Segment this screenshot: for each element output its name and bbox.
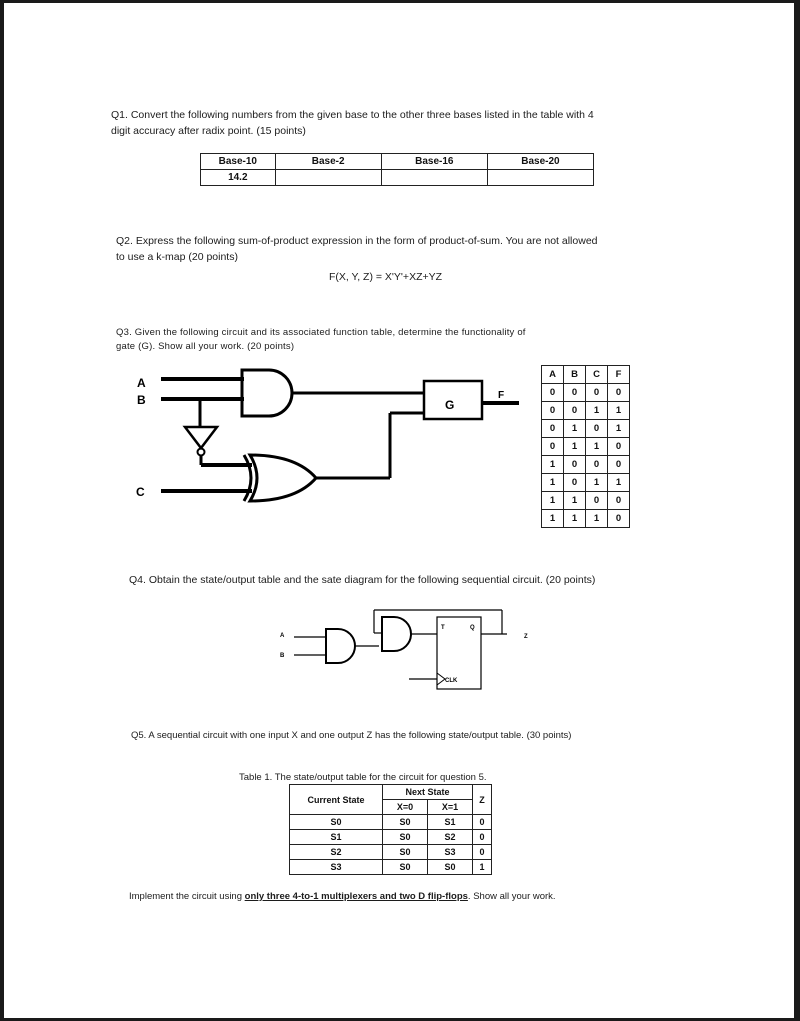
truth-row [542, 474, 630, 492]
truth-cell: 1 [608, 420, 630, 438]
state-cell: S0 [290, 815, 383, 830]
and-gate [242, 370, 292, 416]
q4-text: Q4. Obtain the state/output table and the sate diagram for the following sequential circuit. (20 points) [129, 574, 596, 586]
q1-text-line1: Q1. Convert the following numbers from the given base to the other three bases listed in the table with 4 [111, 109, 594, 121]
truth-cell: 0 [542, 420, 564, 438]
truth-cell: 1 [586, 474, 608, 492]
truth-cell: 1 [586, 402, 608, 420]
truth-cell: 1 [608, 402, 630, 420]
q2-expression: F(X, Y, Z) = X'Y'+XZ+YZ [329, 271, 443, 283]
truth-cell: 0 [542, 384, 564, 402]
state-cell: S2 [290, 845, 383, 860]
q1-text-line2: digit accuracy after radix point. (15 points) [111, 125, 306, 137]
q5-implement-text [129, 889, 556, 905]
truth-header-c: C [586, 366, 608, 384]
q1-header-base20: Base-20 [487, 154, 593, 170]
xor-back-curve [244, 455, 251, 501]
q5-state-table [289, 784, 492, 875]
truth-row [542, 420, 630, 438]
q4-label-clk: CLK [445, 678, 458, 684]
state-cell: S0 [383, 830, 428, 845]
state-cell: 0 [473, 815, 492, 830]
state-row [290, 860, 492, 875]
q4-label-z: Z [524, 634, 528, 640]
q1-header-base10: Base-10 [201, 154, 276, 170]
xor-gate [250, 455, 316, 501]
q5-text: Q5. A sequential circuit with one input X and one output Z has the following state/output table. (30 points) [131, 730, 572, 741]
truth-cell: 1 [542, 456, 564, 474]
truth-cell: 0 [564, 402, 586, 420]
state-header-next: Next State [383, 785, 473, 800]
truth-header-b: B [564, 366, 586, 384]
q3-text-line2: gate (G). Show all your work. (20 points) [116, 341, 295, 352]
truth-cell: 0 [542, 438, 564, 456]
truth-row [542, 510, 630, 528]
state-header-x0: X=0 [383, 800, 428, 815]
q1-cell-base10: 14.2 [201, 170, 276, 186]
label-a: A [137, 376, 146, 390]
truth-cell: 1 [564, 510, 586, 528]
state-cell: 0 [473, 845, 492, 860]
truth-cell: 0 [586, 384, 608, 402]
state-header-x1: X=1 [428, 800, 473, 815]
truth-cell: 0 [586, 492, 608, 510]
q3-truth-table [541, 365, 630, 528]
truth-cell: 1 [542, 474, 564, 492]
truth-cell: 1 [586, 510, 608, 528]
truth-header-f: F [608, 366, 630, 384]
truth-row [542, 492, 630, 510]
truth-row [542, 456, 630, 474]
q4-label-q: Q [470, 625, 475, 631]
truth-cell: 0 [608, 384, 630, 402]
state-cell: S3 [290, 860, 383, 875]
q4-and-gate [326, 629, 355, 663]
document-page [4, 3, 794, 1018]
state-cell: S1 [290, 830, 383, 845]
implement-emphasis: only three 4-to-1 multiplexers and two D flip-flops [244, 891, 468, 902]
implement-pre: Implement the circuit using [129, 891, 245, 902]
state-header-current: Current State [290, 785, 383, 815]
truth-cell: 1 [564, 492, 586, 510]
truth-cell: 0 [586, 456, 608, 474]
state-row [290, 845, 492, 860]
state-cell: S0 [428, 860, 473, 875]
label-f: F [498, 390, 505, 401]
q1-header-base2: Base-2 [275, 154, 381, 170]
state-cell: 0 [473, 830, 492, 845]
truth-cell: 0 [564, 474, 586, 492]
state-cell: S0 [383, 845, 428, 860]
truth-cell: 0 [564, 384, 586, 402]
truth-cell: 0 [586, 420, 608, 438]
truth-cell: 0 [608, 510, 630, 528]
state-cell: S1 [428, 815, 473, 830]
truth-cell: 1 [608, 474, 630, 492]
state-row [290, 830, 492, 845]
q4-second-and-gate [382, 617, 411, 651]
q4-label-t: T [441, 625, 445, 631]
state-cell: S0 [383, 860, 428, 875]
q2-text-line2: to use a k-map (20 points) [116, 251, 238, 263]
state-cell: S0 [383, 815, 428, 830]
label-c: C [136, 485, 145, 499]
truth-cell: 1 [564, 438, 586, 456]
state-row [290, 815, 492, 830]
state-cell: S3 [428, 845, 473, 860]
state-cell: 1 [473, 860, 492, 875]
truth-row [542, 438, 630, 456]
truth-cell: 0 [608, 456, 630, 474]
truth-cell: 1 [564, 420, 586, 438]
state-header-z: Z [473, 785, 492, 815]
truth-cell: 0 [542, 402, 564, 420]
q3-text-line1: Q3. Given the following circuit and its associated function table, determine the functionality of [116, 327, 526, 338]
q4-label-b: B [280, 653, 285, 659]
truth-cell: 1 [542, 492, 564, 510]
q2-text-line1: Q2. Express the following sum-of-product expression in the form of product-of-sum. You are not allowed [116, 235, 598, 247]
truth-row [542, 384, 630, 402]
truth-cell: 1 [542, 510, 564, 528]
state-cell: S2 [428, 830, 473, 845]
label-g: G [445, 398, 455, 412]
not-gate [185, 427, 217, 448]
q1-header-base16: Base-16 [381, 154, 487, 170]
label-b: B [137, 393, 146, 407]
truth-header-a: A [542, 366, 564, 384]
truth-cell: 0 [564, 456, 586, 474]
q5-table-caption: Table 1. The state/output table for the circuit for question 5. [239, 772, 487, 783]
truth-cell: 0 [608, 492, 630, 510]
implement-post: . Show all your work. [467, 891, 556, 902]
truth-cell: 0 [608, 438, 630, 456]
truth-row [542, 402, 630, 420]
q4-label-a: A [280, 633, 285, 639]
truth-cell: 1 [586, 438, 608, 456]
